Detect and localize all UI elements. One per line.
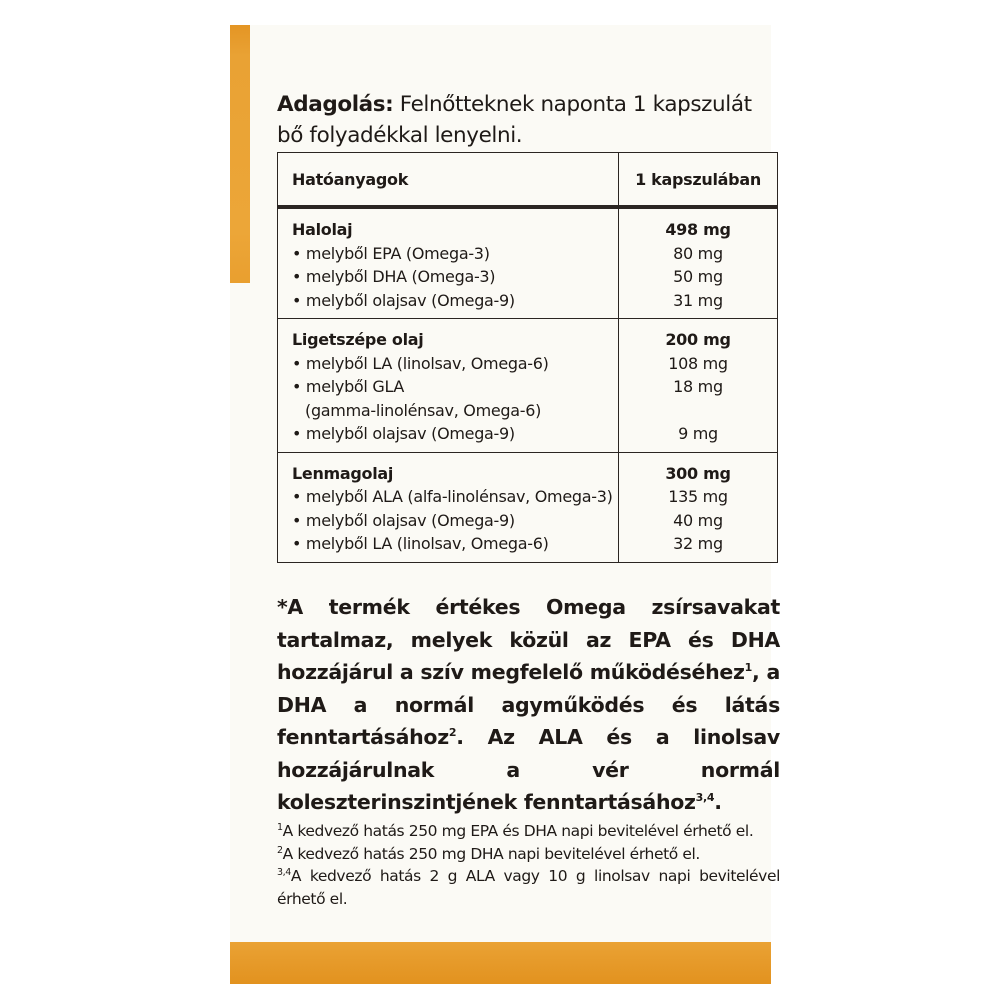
ingredient-item-value: 9 mg xyxy=(678,424,718,443)
footnote xyxy=(277,843,780,866)
ingredient-item-value: 80 mg xyxy=(673,243,723,263)
ingredient-values-cell xyxy=(619,319,778,453)
footnote-text: A kedvező hatás 2 g ALA vagy 10 g linolsav napi bevitelével érhető el. xyxy=(277,867,780,908)
ingredient-item-name: • melyből LA (linolsav, Omega-6) xyxy=(292,534,549,553)
claim-part: . xyxy=(714,790,722,814)
footnotes xyxy=(277,820,780,910)
ingredients-table xyxy=(277,152,778,563)
footnote xyxy=(277,820,780,843)
ingredient-item-name: • melyből GLA xyxy=(292,377,405,396)
footnote-mark: 3,4 xyxy=(277,866,291,878)
ingredient-item-value: 40 mg xyxy=(673,510,723,530)
table-row xyxy=(278,207,778,319)
claim-part: *A termék értékes Omega zsírsavakat tartalmaz, melyek közül az EPA és DHA hozzájárul a szív megfelelő működéséhez xyxy=(277,595,780,684)
ingredient-item-value: 18 mg xyxy=(673,377,723,396)
footnote-ref: 3,4 xyxy=(695,791,715,805)
ingredient-group-value: 498 mg xyxy=(665,220,731,239)
ingredient-group-name: Ligetszépe olaj xyxy=(292,330,424,349)
ingredient-item-name: (gamma-linolénsav, Omega-6) xyxy=(305,400,542,420)
ingredient-item-name: • melyből olajsav (Omega-9) xyxy=(292,290,515,310)
ingredient-item-value: 135 mg xyxy=(668,487,728,506)
ingredient-item-name: • melyből ALA (alfa-linolénsav, Omega-3) xyxy=(292,487,613,506)
footnote-ref: 2 xyxy=(448,726,457,740)
table-header-row xyxy=(278,153,778,208)
ingredient-group-value: 300 mg xyxy=(665,463,731,483)
ingredient-item-name: • melyből DHA (Omega-3) xyxy=(292,267,496,286)
ingredient-item-value: 108 mg xyxy=(668,353,728,373)
health-claim-text xyxy=(277,591,780,819)
footnote xyxy=(277,865,780,910)
ingredient-group-name: Halolaj xyxy=(292,220,353,239)
column-header-ingredients: Hatóanyagok xyxy=(278,153,619,208)
footnote-mark: 1 xyxy=(277,821,283,833)
dosage-text xyxy=(277,89,782,151)
ingredient-item-name: • melyből olajsav (Omega-9) xyxy=(292,510,515,530)
ingredient-group-value: 200 mg xyxy=(665,330,731,349)
ingredient-values-cell xyxy=(619,207,778,319)
ingredient-item-value: 31 mg xyxy=(673,290,723,310)
ingredient-item-name: • melyből LA (linolsav, Omega-6) xyxy=(292,353,549,373)
ingredient-group-name: Lenmagolaj xyxy=(292,463,394,483)
ingredient-names-cell xyxy=(278,319,619,453)
ingredient-item-value: 32 mg xyxy=(673,534,723,553)
footnote-ref: 1 xyxy=(744,661,753,675)
footnote-text: A kedvező hatás 250 mg DHA napi bevitelével érhető el. xyxy=(282,844,700,863)
footnote-text: A kedvező hatás 250 mg EPA és DHA napi bevitelével érhető el. xyxy=(282,822,754,840)
table-row xyxy=(278,452,778,562)
dosage-label: Adagolás: xyxy=(277,92,394,117)
ingredient-item-value xyxy=(619,399,777,423)
ingredient-item-name: • melyből olajsav (Omega-9) xyxy=(292,424,515,443)
ingredient-names-cell xyxy=(278,452,619,562)
label-panel xyxy=(250,25,781,942)
ingredient-values-cell xyxy=(619,452,778,562)
claim-part: , a DHA a normál agyműködés és látás fenntartásához xyxy=(277,660,781,749)
ingredient-item-name: • melyből EPA (Omega-3) xyxy=(292,243,490,263)
package-side-panel xyxy=(230,25,781,984)
orange-bottom-band xyxy=(230,942,771,984)
claim-part: . Az ALA és a linolsav hozzájárulnak a vér normál koleszterinszintjének fenntartásához xyxy=(277,725,780,814)
ingredient-item-value: 50 mg xyxy=(673,267,723,286)
ingredient-names-cell xyxy=(278,207,619,319)
dosage-instructions: Felnőtteknek naponta 1 kapszulát bő folyadékkal lenyelni. xyxy=(277,92,752,148)
column-header-per-capsule: 1 kapszulában xyxy=(619,153,778,208)
table-row xyxy=(278,319,778,453)
footnote-mark: 2 xyxy=(277,844,283,856)
